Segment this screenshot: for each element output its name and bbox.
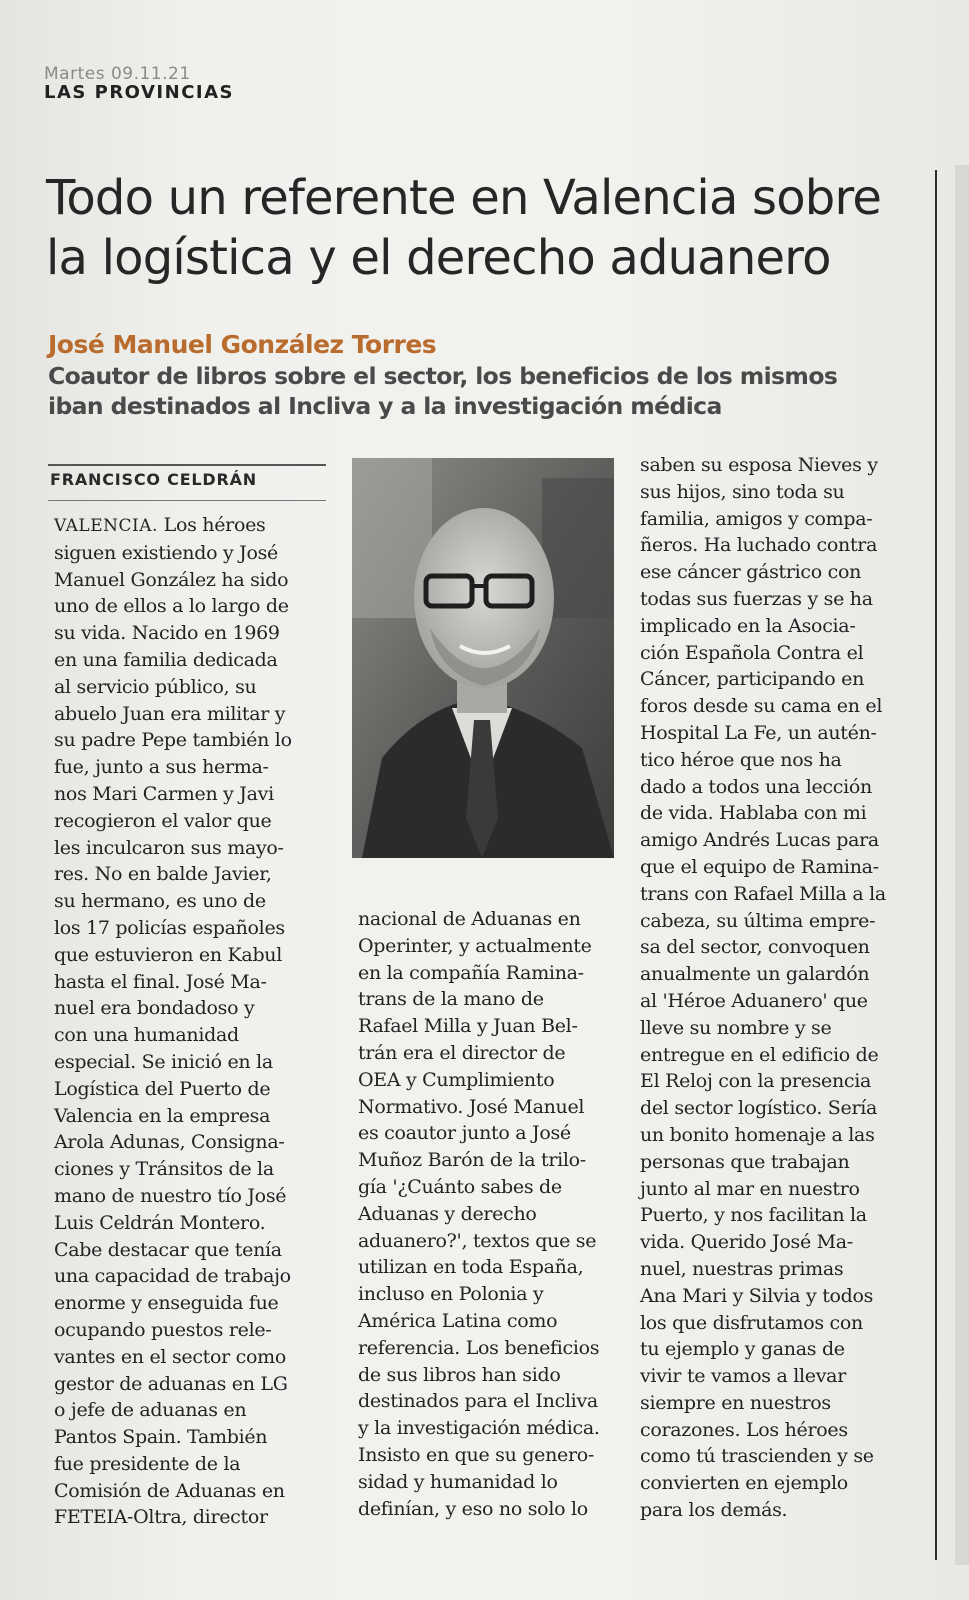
text-line: Logística del Puerto de [54,1077,271,1100]
text-line: Hospital La Fe, un autén- [640,721,877,744]
text-line: o jefe de aduanas en [54,1399,247,1422]
text-line: Insisto en que su genero- [358,1443,594,1466]
text-line: Los héroes [157,514,266,536]
text-line: con una humanidad [54,1024,239,1047]
text-line: los que disfrutamos con [640,1311,863,1334]
dateline: VALENCIA. [54,516,158,536]
text-line: res. No en balde Javier, [54,863,272,886]
text-line: fue, junto a sus herma- [54,756,269,779]
text-line: en una familia dedicada [54,648,278,671]
text-line: Luis Celdrán Montero. [54,1211,266,1234]
text-line: entregue en el edificio de [640,1043,879,1066]
text-line: trans de la mano de [358,988,544,1011]
subhead-line-1: Coautor de libros sobre el sector, los beneficios de los mismos [48,362,838,390]
text-line: vida. Querido José Ma- [640,1231,853,1254]
text-line: para los demás. [640,1499,788,1522]
text-line: gestor de aduanas en LG [54,1372,288,1395]
text-line: siempre en nuestros [640,1391,831,1414]
text-line: Normativo. José Manuel [358,1095,585,1118]
text-line: que el equipo de Ramina- [640,855,879,878]
text-line: nuel, nuestras primas [640,1257,844,1280]
text-line: Operinter, y actualmente [358,934,592,957]
text-line: su hermano, es uno de [54,890,266,913]
text-line: incluso en Polonia y [358,1283,544,1306]
text-line: definían, y eso no solo lo [358,1497,588,1520]
subject-name: José Manuel González Torres [48,330,437,359]
subheadline [48,360,928,421]
text-line: implicado en la Asocia- [640,614,856,637]
text-line: nacional de Aduanas en [358,908,581,930]
text-line: FETEIA-Oltra, director [54,1506,268,1529]
text-line: dado a todos una lección [640,775,872,798]
text-line: Arola Adunas, Consigna- [54,1131,285,1154]
column-divider [935,170,937,1560]
author-rule-top [48,464,326,466]
text-line: vivir te vamos a llevar [640,1365,846,1388]
newspaper-name: LAS PROVINCIAS [44,82,234,103]
text-line: sa del sector, convoquen [640,936,870,959]
text-line: sus hijos, sino toda su [640,480,845,503]
text-line: es coautor junto a José [358,1122,571,1145]
headline-line-1: Todo un referente en Valencia sobre [46,170,882,226]
text-line: foros desde su cama en el [640,695,883,718]
article-column-2 [358,906,643,1522]
text-line: aduanero?', textos que se [358,1229,597,1252]
text-line: su padre Pepe también lo [54,729,292,752]
article-column-3 [640,452,930,1524]
text-line: referencia. Los beneficios [358,1336,600,1359]
text-line: nuel era bondadoso y [54,997,255,1020]
text-line: enorme y enseguida fue [54,1292,279,1315]
text-line: siguen existiendo y José [54,541,278,564]
text-line: gía '¿Cuánto sabes de [358,1175,562,1198]
text-line: ción Española Contra el [640,641,864,664]
text-line: abuelo Juan era militar y [54,702,286,725]
text-line: tico héroe que nos ha [640,748,842,771]
text-line: les inculcaron sus mayo- [54,836,284,859]
text-line: como tú trascienden y se [640,1445,874,1468]
text-line: personas que trabajan [640,1150,850,1173]
text-line: los 17 policías españoles [54,916,285,939]
text-line: anualmente un galardón [640,963,870,986]
text-line: sidad y humanidad lo [358,1470,558,1493]
text-line: nos Mari Carmen y Javi [54,782,274,805]
text-line: Puerto, y nos facilitan la [640,1204,867,1227]
text-line: El Reloj con la presencia [640,1070,872,1093]
text-line: amigo Andrés Lucas para [640,829,879,852]
text-line: un bonito homenaje a las [640,1123,875,1146]
text-line: Cáncer, participando en [640,668,865,691]
text-line: vantes en el sector como [54,1345,287,1368]
text-line: trans con Rafael Milla a la [640,882,886,905]
text-line: América Latina como [358,1309,558,1332]
text-line: ocupando puestos rele- [54,1318,272,1341]
text-line: Ana Mari y Silvia y todos [640,1284,874,1307]
text-line: familia, amigos y compa- [640,507,873,530]
text-line: ese cáncer gástrico con [640,561,862,584]
author-rule-bottom [48,500,326,501]
text-line: en la compañía Ramina- [358,961,584,984]
text-line: Cabe destacar que tenía [54,1238,282,1261]
text-line: del sector logístico. Sería [640,1097,878,1120]
text-line: que estuvieron en Kabul [54,943,283,966]
text-line: especial. Se inició en la [54,1050,273,1073]
first-line [54,512,344,540]
portrait-illustration [352,458,614,858]
text-line: una capacidad de trabajo [54,1265,291,1288]
masthead [44,64,234,103]
text-line: lleve su nombre y se [640,1016,832,1039]
text-line: OEA y Cumplimiento [358,1068,555,1091]
text-line: al servicio público, su [54,675,257,698]
text-line: hasta el final. José Ma- [54,970,267,993]
text-line: Aduanas y derecho [358,1202,537,1225]
text-line: ñeros. Ha luchado contra [640,534,878,557]
headline [46,168,926,288]
text-line: fue presidente de la [54,1452,241,1475]
text-line: y la investigación médica. [358,1417,600,1440]
adjacent-page-edge [955,165,969,1565]
text-line: corazones. Los héroes [640,1418,848,1441]
text-line: Comisión de Aduanas en [54,1479,285,1502]
text-line: su vida. Nacido en 1969 [54,622,280,645]
text-line: Manuel González ha sido [54,568,289,591]
text-line: saben su esposa Nieves y [640,454,878,476]
text-line: trán era el director de [358,1041,566,1064]
text-line: mano de nuestro tío José [54,1184,287,1207]
text-line: todas sus fuerzas y se ha [640,587,873,610]
text-line: Rafael Milla y Juan Bel- [358,1015,578,1038]
text-line: tu ejemplo y ganas de [640,1338,845,1361]
text-line: Pantos Spain. También [54,1426,268,1449]
headline-line-2: la logística y el derecho aduanero [46,230,831,286]
text-line: ciones y Tránsitos de la [54,1158,274,1181]
text-line: destinados para el Incliva [358,1390,598,1413]
text-line: convierten en ejemplo [640,1472,848,1495]
portrait-photo [352,458,614,858]
text-line: recogieron el valor que [54,809,272,832]
text-line: Muñoz Barón de la trilo- [358,1149,586,1172]
article-column-1 [54,512,344,1531]
text-line: de sus libros han sido [358,1363,561,1386]
text-line: al 'Héroe Aduanero' que [640,989,868,1012]
article-author: FRANCISCO CELDRÁN [50,470,257,489]
text-line: Valencia en la empresa [54,1104,271,1127]
text-line: cabeza, su última empre- [640,909,876,932]
subhead-line-2: iban destinados al Incliva y a la investigación médica [48,392,722,420]
text-line: junto al mar en nuestro [640,1177,860,1200]
text-line: de vida. Hablaba con mi [640,802,867,825]
text-line: uno de ellos a lo largo de [54,595,289,618]
text-line: utilizan en toda España, [358,1256,584,1279]
issue-date: Martes 09.11.21 [44,64,191,84]
